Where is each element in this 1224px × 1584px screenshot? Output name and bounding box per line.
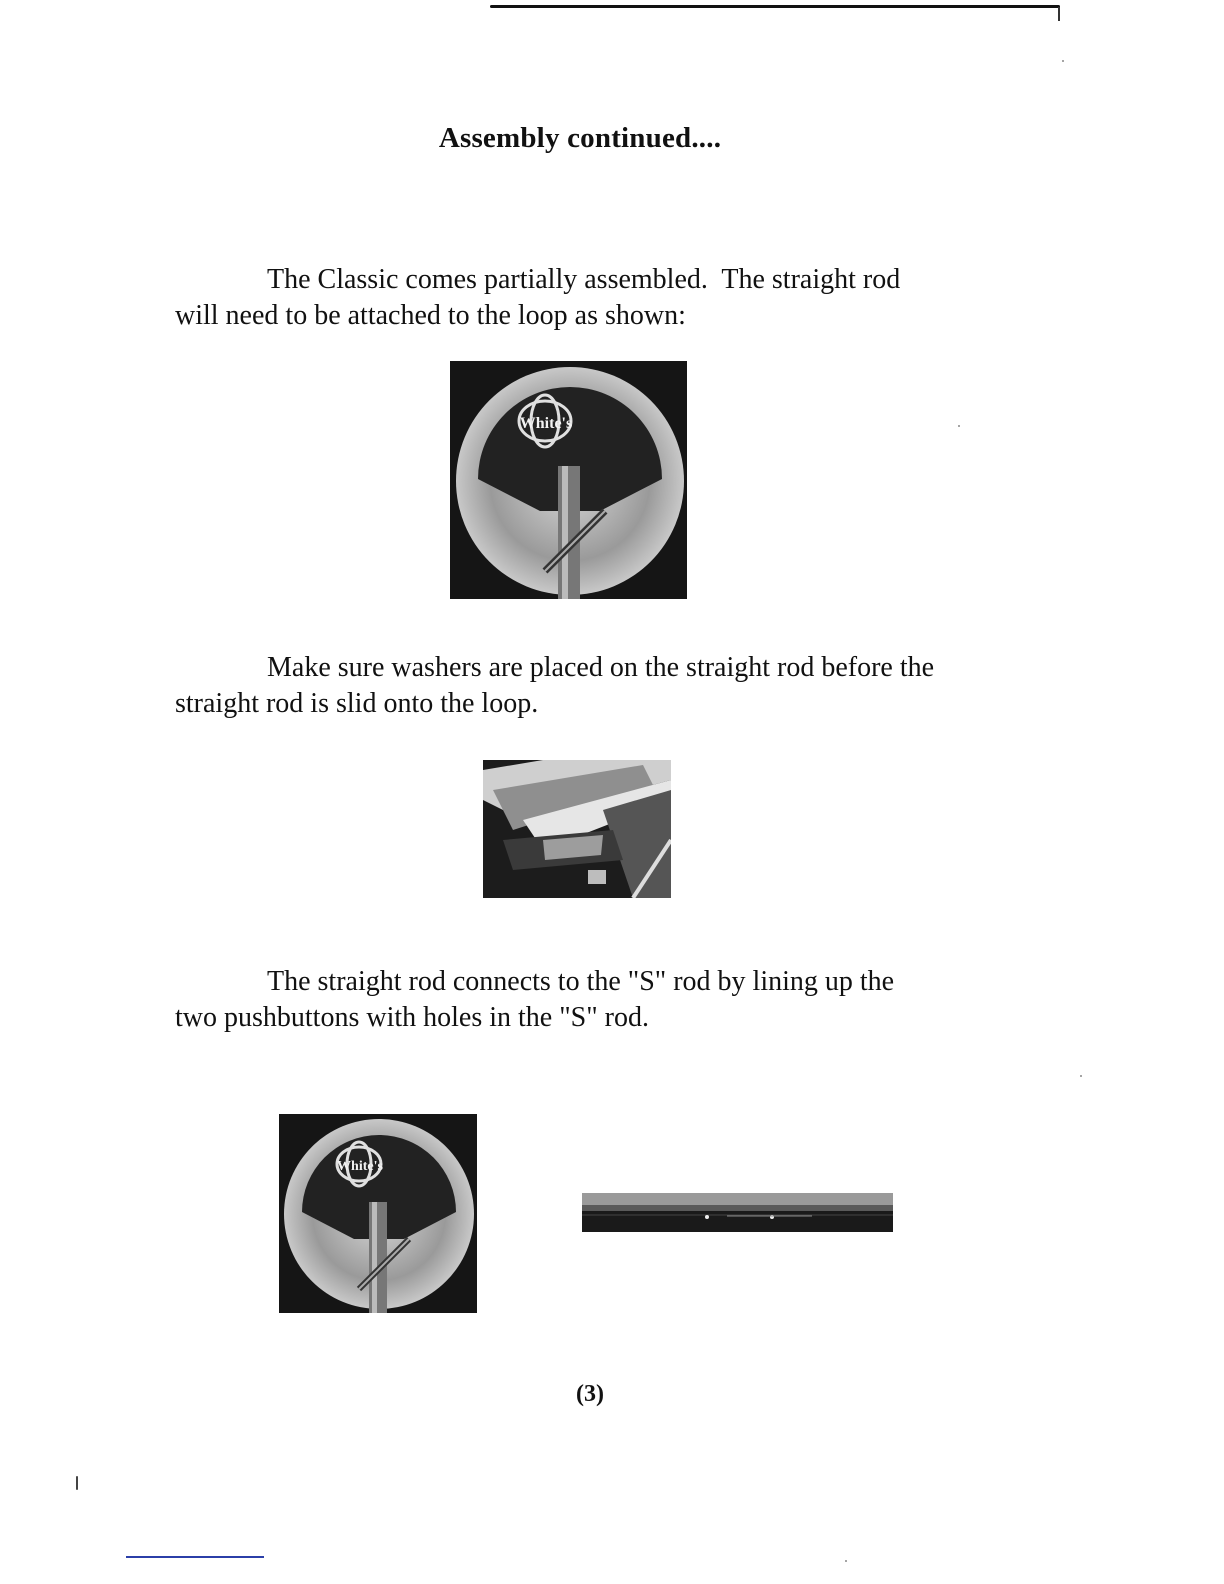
straight-rod-photo [582, 1193, 893, 1232]
coil-photo-2-image [279, 1114, 477, 1313]
paragraph-3-line-1-text: The straight rod connects to the "S" rod by lining up the [267, 966, 895, 997]
scan-speck [845, 1560, 847, 1562]
scan-mark [76, 1476, 78, 1490]
paragraph-1-line-1-text: The Classic comes partially assembled. The straight rod [267, 264, 901, 295]
washers-photo [483, 760, 671, 898]
washers-photo-image [483, 760, 671, 898]
page-heading: Assembly continued.... [438, 122, 722, 154]
coil-photo-2 [279, 1114, 477, 1313]
scan-speck [1080, 1075, 1082, 1077]
page-number: (3) [576, 1381, 604, 1407]
paragraph-1-line-1 [175, 262, 900, 298]
paragraph-3-line-2: two pushbuttons with holes in the "S" rod. [175, 1002, 649, 1033]
paragraph-2-line-2: straight rod is slid onto the loop. [175, 688, 539, 719]
paragraph-2-line-1 [175, 650, 934, 686]
scan-speck [1062, 60, 1064, 62]
scan-speck [958, 425, 960, 427]
paragraph-2-line-1-text: Make sure washers are placed on the straight rod before the [267, 652, 935, 683]
paragraph-3-line-1 [175, 964, 894, 1000]
coil-photo-1 [450, 361, 687, 599]
whites-logo-text-2: White's [337, 1159, 383, 1174]
paragraph-1-line-2: will need to be attached to the loop as shown: [175, 300, 686, 331]
whites-logo-text-1: White's [519, 415, 573, 432]
straight-rod-photo-image [582, 1193, 893, 1232]
top-rule-tick [1058, 7, 1060, 21]
top-rule-line [490, 5, 1060, 8]
bottom-rule-line [126, 1556, 264, 1558]
coil-photo-1-image [450, 361, 687, 599]
